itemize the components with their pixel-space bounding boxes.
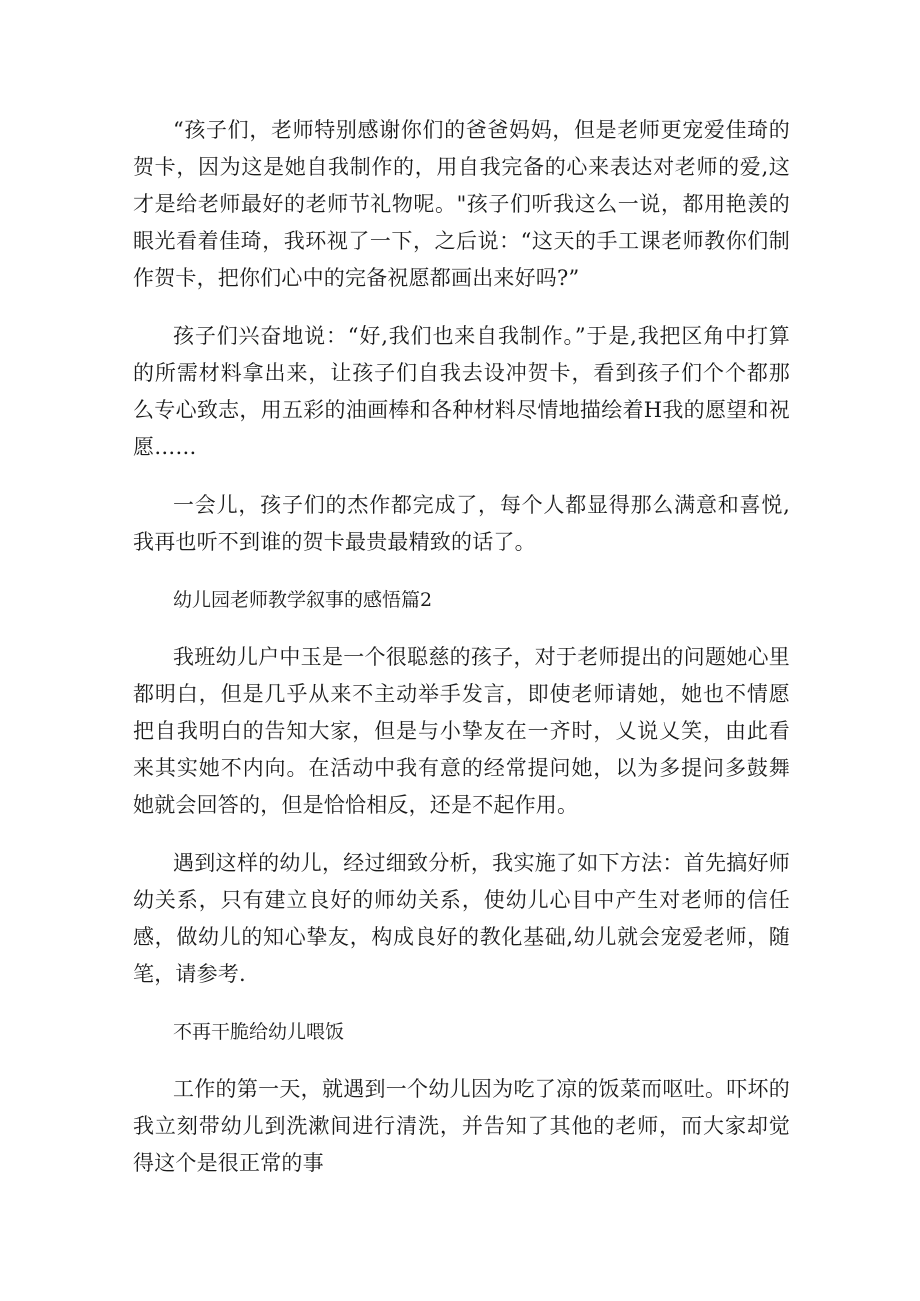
paragraph-children-excited: 孩子们兴奋地说：“好,我们也来自我制作。”于是,我把区角中打算的所需材料拿出来，让孩子们自我去设冲贺卡，看到孩子们个个都那么专心致志，用五彩的油画棒和各种材料尽情地描绘着H我的愿望和祝愿…… <box>133 324 790 459</box>
section-heading-part-2: 幼儿园老师教学叙事的感悟篇2 <box>173 589 433 611</box>
paragraph-masterpiece: 一会儿，孩子们的杰作都完成了，每个人都显得那么满意和喜悦,我再也听不到谁的贺卡最贵最精致的话了。 <box>133 493 790 554</box>
paragraph-first-day: 工作的第一天，就遇到一个幼儿因为吃了凉的饭菜而呕吐。吓坏的我立刻带幼儿到洗漱间进行清洗，并告知了其他的老师，而大家却觉得这个是很正常的事 <box>133 1077 790 1175</box>
section-heading-feeding: 不再干脆给幼儿喂饭 <box>173 1021 345 1043</box>
paragraph-thank-you-card: “孩子们，老师特别感谢你们的爸爸妈妈，但是老师更宠爱佳琦的贺卡，因为这是她自我制作的，用自我完备的心来表达对老师的爱,这才是给老师最好的老师节礼物呢。"孩子们听我这么一说，都用艳羡的眼光看着佳琦，我环视了一下，之后说：“这天的手工课老师教你们制作贺卡，把你们心中的完备祝愿都画出来好吗?” <box>133 118 790 290</box>
paragraph-teacher-child-relationship: 遇到这样的幼儿，经过细致分析，我实施了如下方法：首先搞好师幼关系，只有建立良好的师幼关系，使幼儿心目中产生对老师的信任感，做幼儿的知心挚友，构成良好的教化基础,幼儿就会宠爱老师，随笔，请参考. <box>133 851 790 986</box>
document-body <box>133 112 790 1203</box>
paragraph-hu-zhongyu: 我班幼儿户中玉是一个很聪慈的孩子，对于老师提出的问题她心里都明白，但是几乎从来不主动举手发言，即使老师请她，她也不情愿把自我明白的告知大家，但是与小挚友在一齐时，乂说乂笑，由此看来其实她不内向。在活动中我有意的经常提问她，以为多提问多鼓舞她就会回答的，但是恰恰相反，还是不起作用。 <box>133 645 790 817</box>
